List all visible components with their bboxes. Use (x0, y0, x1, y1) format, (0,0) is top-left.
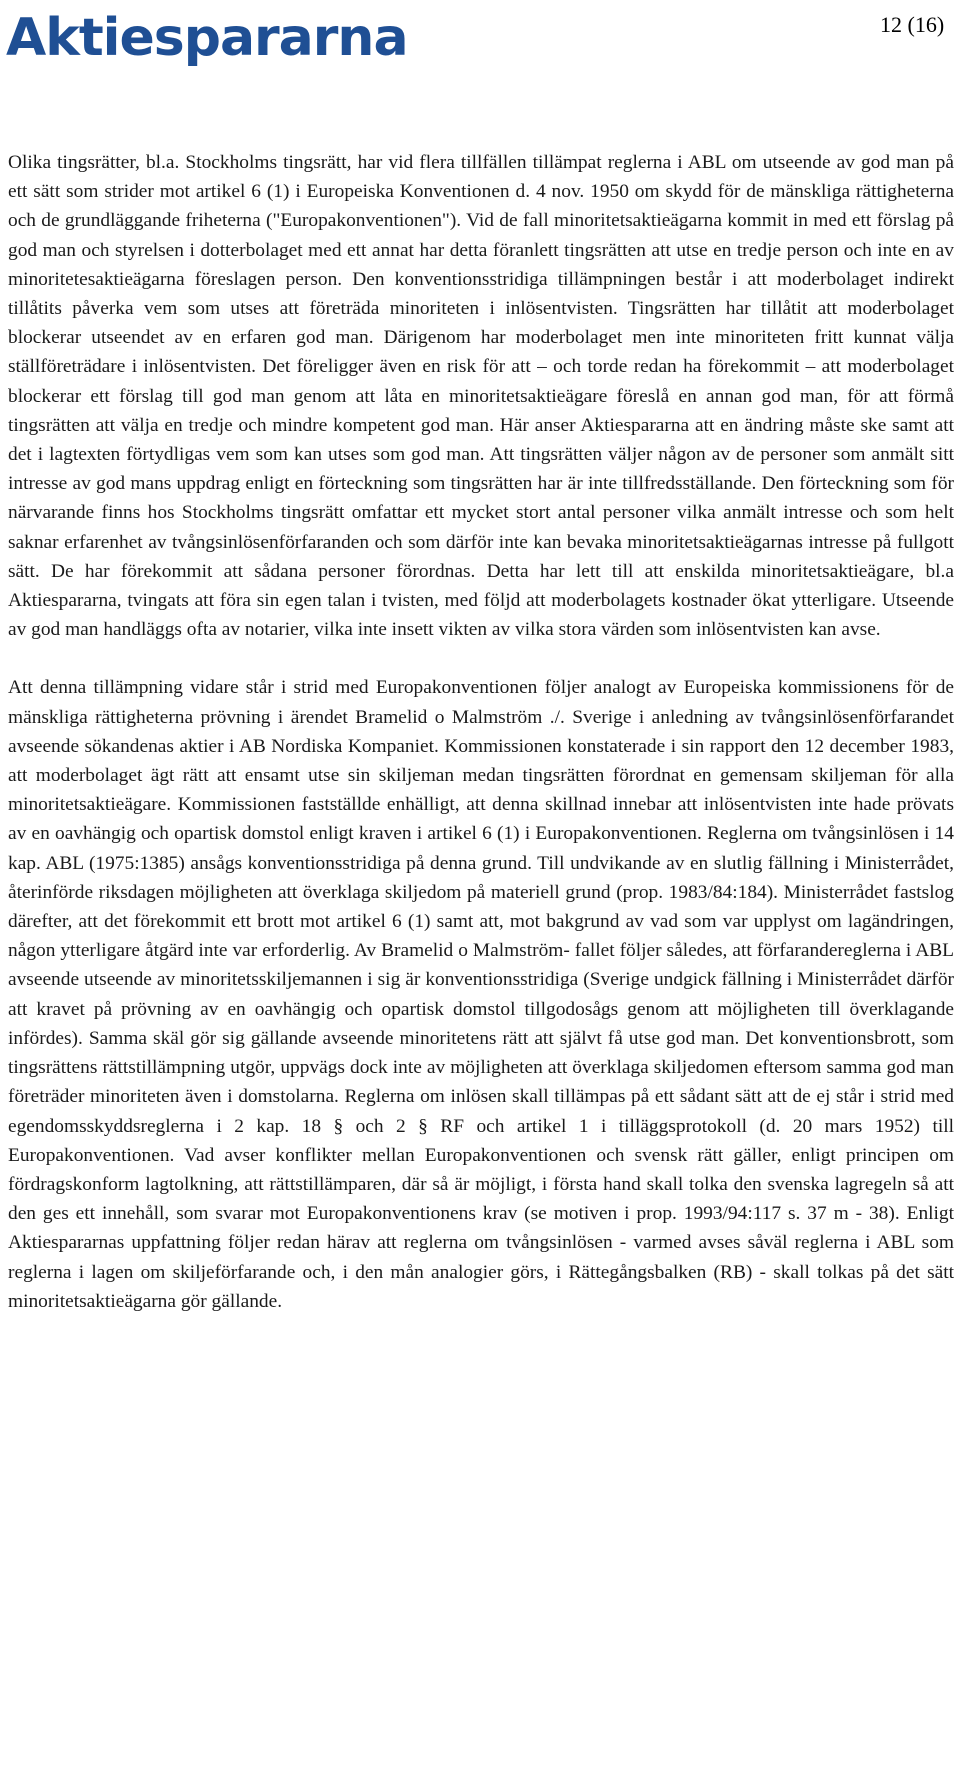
page-number: 12 (16) (880, 12, 945, 37)
document-body (8, 148, 954, 1316)
paragraph-2: Att denna tillämpning vidare står i strid med Europakonventionen följer analogt av Europeiska kommissionens för de mänskliga rättigheterna prövning i ärendet Bramelid o Malmström ./. Sverige i anledning av tvångsinlösenförfarandet avseende sökandenas aktier i AB Nordiska Kompaniet. Kommissionen konstaterade i sin rapport den 12 december 1983, att moderbolaget ägt rätt att ensamt utse sin skiljeman medan tingsrätten förordnat en gemensam skiljeman för alla minoritetsaktieägare. Kommissionen fastställde enhälligt, att denna skillnad innebar att inlösentvisten inte hade prövats av en oavhängig och opartisk domstol enligt kraven i artikel 6 (1) i Europakonventionen. Reglerna om tvångsinlösen i 14 kap. ABL (1975:1385) ansågs konventionsstridiga på denna grund. Till undvikande av en slutlig fällning i Ministerrådet, återinförde riksdagen möjligheten att överklaga skiljedom på materiell grund (prop. 1983/84:184). Ministerrådet fastslog därefter, att det förekommit ett brott mot artikel 6 (1) samt att, mot bakgrund av vad som var upplyst om lagändringen, någon ytterligare åtgärd inte var erforderlig. Av Bramelid o Malmström- fallet följer således, att förfarandereglerna i ABL avseende utseende av minoritetsskiljemannen i sig är konventionsstridiga (Sverige undgick fällning i Ministerrådet därför att kravet på prövning av en oavhängig och opartisk domstol tillgodosågs genom att möjligheten till överklagande infördes). Samma skäl gör sig gällande avseende minoritetens rätt att självt få utse god man. Det konventionsbrott, som tingsrättens rättstillämpning utgör, uppvägs dock inte av möjligheten att överklaga skiljedomen eftersom samma god man företräder minoriteten även i domstolarna. Reglerna om inlösen skall tillämpas på ett sådant sätt att de ej står i strid med egendomsskyddsreglerna i 2 kap. 18 § och 2 § RF och artikel 1 i tilläggsprotokoll (d. 20 mars 1952) till Europakonventionen. Vad avser konflikter mellan Europakonventionen och svensk rätt gäller, enligt principen om fördragskonform lagtolkning, att rättstillämparen, där så är möjligt, i första hand skall tolka den svenska lagregeln så att den ges ett innehåll, som svarar mot Europakonventionens krav (se motiven i prop. 1993/94:117 s. 37 m - 38). Enligt Aktiespararnas uppfattning följer redan härav att reglerna om tvångsinlösen - varmed avses såväl reglerna i ABL som reglerna i lagen om skiljeförfarande och, i den mån analogier görs, i Rättegångsbalken (RB) - skall tolkas på det sätt minoritetsaktieägarna gör gällande. (8, 677, 954, 1312)
aktiespararna-logo: Aktiespararna (6, 8, 408, 68)
paragraph-1: Olika tingsrätter, bl.a. Stockholms tingsrätt, har vid flera tillfällen tillämpat reglerna i ABL om utseende av god man på ett sätt som strider mot artikel 6 (1) i Europeiska Konventionen d. 4 nov. 1950 om skydd för de mänskliga rättigheterna och de grundläggande friheterna ("Europakonventionen"). Vid de fall minoritetsaktieägarna kommit in med ett förslag på god man och styrelsen i dotterbolaget med ett annat har detta föranlett tingsrätten att utse en tredje person och inte en av minoritetesaktieägarna föreslagen person. Den konventionsstridiga tillämpningen består i att moderbolaget indirekt tillåtits påverka vem som utses att företräda minoriteten i inlösentvisten. Tingsrätten har tillåtit att moderbolaget blockerar utseendet av en erfaren god man. Därigenom har moderbolaget men inte minoriteten fritt kunnat välja ställföreträdare i inlösentvisten. Det föreligger även en risk för att – och torde redan ha förekommit – att moderbolaget blockerar ett förslag till god man genom att låta en minoritetsaktieägare föreslå en annan god man, för att förmå tingsrätten att välja en tredje och mindre kompetent god man. Här anser Aktiespararna att en ändring måste ske samt att det i lagtexten förtydligas vem som kan utses som god man. Att tingsrätten väljer någon av de personer som anmält sitt intresse av god mans uppdrag enligt en förteckning som tingsrätten har är inte tillfredsställande. Den förteckning som för närvarande finns hos Stockholms tingsrätt omfattar ett mycket stort antal personer vilka anmält intresse och som helt saknar erfarenhet av tvångsinlösenförfaranden och som därför inte kan bevaka minoritetsaktieägarnas intresse på fullgott sätt. De har förekommit att sådana personer förordnas. Detta har lett till att enskilda minoritetsaktieägare, bl.a Aktiespararna, tvingats att föra sin egen talan i tvisten, med följd att moderbolagets kostnader ökat ytterligare. Utseende av god man handläggs ofta av notarier, vilka inte insett vikten av vilka stora värden som inlösentvisten kan avse. (8, 152, 954, 641)
